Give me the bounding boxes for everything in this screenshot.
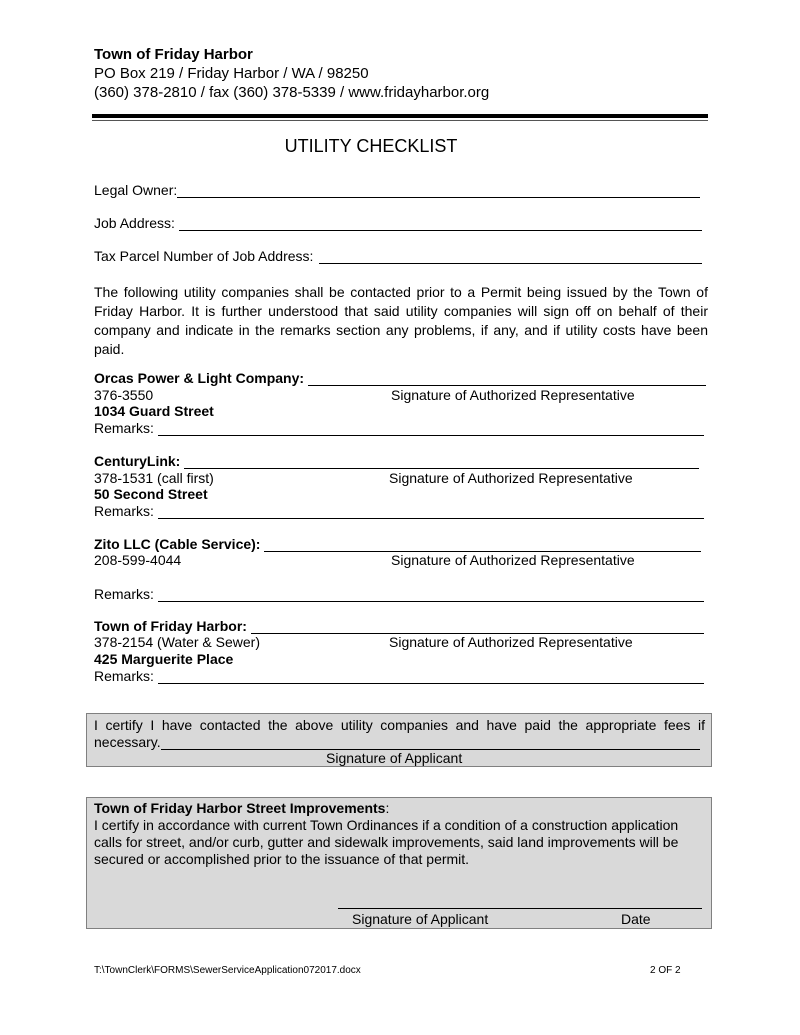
opalco-signature-line[interactable] [308, 371, 706, 386]
street-heading [94, 800, 389, 817]
street-body-line3: secured or accomplished prior to the issuance of that permit. [94, 851, 470, 867]
zito-remarks-input[interactable] [158, 587, 704, 602]
centurylink-signature-line[interactable] [184, 454, 699, 469]
header-rule-thin [92, 120, 708, 121]
company-name: Orcas Power & Light Company: [94, 370, 305, 386]
company-phone: 376-3550 [94, 387, 154, 403]
certify-signature-line[interactable] [161, 735, 700, 750]
centurylink-remarks-input[interactable] [158, 504, 704, 519]
certify-text-line2: necessary. [94, 734, 161, 750]
date-caption: Date [621, 911, 651, 927]
centurylink-remarks-field [94, 503, 704, 519]
remarks-label: Remarks: [94, 503, 154, 519]
street-heading-colon: : [385, 800, 390, 816]
remarks-label: Remarks: [94, 668, 154, 684]
company-phone: 208-599-4044 [94, 552, 182, 568]
org-address: PO Box 219 / Friday Harbor / WA / 98250 [94, 65, 369, 82]
org-contact: (360) 378-2810 / fax (360) 378-5339 / www.fridayharbor.org [94, 84, 490, 101]
town-signature-line[interactable] [251, 619, 704, 634]
company-name: Zito LLC (Cable Service): [94, 536, 261, 552]
company-name: CenturyLink: [94, 453, 181, 469]
zito-signature-line[interactable] [264, 537, 701, 552]
signature-caption: Signature of Authorized Representative [389, 470, 633, 486]
certify-box [86, 713, 712, 767]
signature-caption: Signature of Applicant [326, 750, 463, 766]
street-body-line1: I certify in accordance with current Town Ordinances if a condition of a construction application [94, 817, 679, 833]
remarks-label: Remarks: [94, 420, 154, 436]
town-remarks-field [94, 668, 704, 684]
street-improvements-box [86, 797, 712, 929]
signature-caption: Signature of Authorized Representative [391, 387, 635, 403]
footer-page-number: 2 OF 2 [650, 965, 681, 976]
company-centurylink [94, 453, 699, 469]
legal-owner-input[interactable] [177, 183, 700, 198]
town-remarks-input[interactable] [158, 669, 704, 684]
legal-owner-field [94, 182, 700, 198]
intro-paragraph: The following utility companies shall be contacted prior to a Permit being issued by the Town of Friday Harbor. It is further understood that said utility companies will sign off on behalf of their company and indicate in the remarks section any problems, if any, and if utility costs have been paid. [94, 284, 708, 357]
company-zito [94, 536, 701, 552]
remarks-label: Remarks: [94, 586, 154, 602]
job-address-input[interactable] [179, 216, 702, 231]
job-address-label: Job Address: [94, 215, 175, 231]
company-opalco [94, 370, 706, 386]
tax-parcel-field [94, 248, 702, 264]
certify-text-line1: I certify I have contacted the above utility companies and have paid the appropriate fees if [94, 717, 705, 733]
header-rule [92, 114, 708, 118]
job-address-field [94, 215, 702, 231]
signature-caption: Signature of Authorized Representative [389, 634, 633, 650]
company-address: 425 Marguerite Place [94, 651, 234, 667]
zito-remarks-field [94, 586, 704, 602]
street-body-line2: calls for street, and/or curb, gutter and sidewalk improvements, said land improvements will be [94, 834, 679, 850]
company-address: 50 Second Street [94, 486, 208, 502]
street-heading-text: Town of Friday Harbor Street Improvements [94, 800, 386, 816]
org-name: Town of Friday Harbor [94, 46, 253, 63]
certify-signature-field [94, 734, 700, 750]
signature-caption: Signature of Authorized Representative [391, 552, 635, 568]
company-phone: 378-1531 (call first) [94, 470, 214, 486]
tax-parcel-label: Tax Parcel Number of Job Address: [94, 248, 314, 264]
opalco-remarks-field [94, 420, 704, 436]
street-signature-line[interactable] [338, 908, 702, 909]
signature-caption: Signature of Applicant [352, 911, 489, 927]
company-address: 1034 Guard Street [94, 403, 214, 419]
company-phone: 378-2154 (Water & Sewer) [94, 634, 260, 650]
opalco-remarks-input[interactable] [158, 421, 704, 436]
company-town [94, 618, 704, 634]
legal-owner-label: Legal Owner: [94, 182, 178, 198]
company-name: Town of Friday Harbor: [94, 618, 247, 634]
tax-parcel-input[interactable] [319, 249, 702, 264]
page-title: UTILITY CHECKLIST [284, 136, 458, 156]
footer-file-path: T:\TownClerk\FORMS\SewerServiceApplication072017.docx [94, 965, 361, 976]
